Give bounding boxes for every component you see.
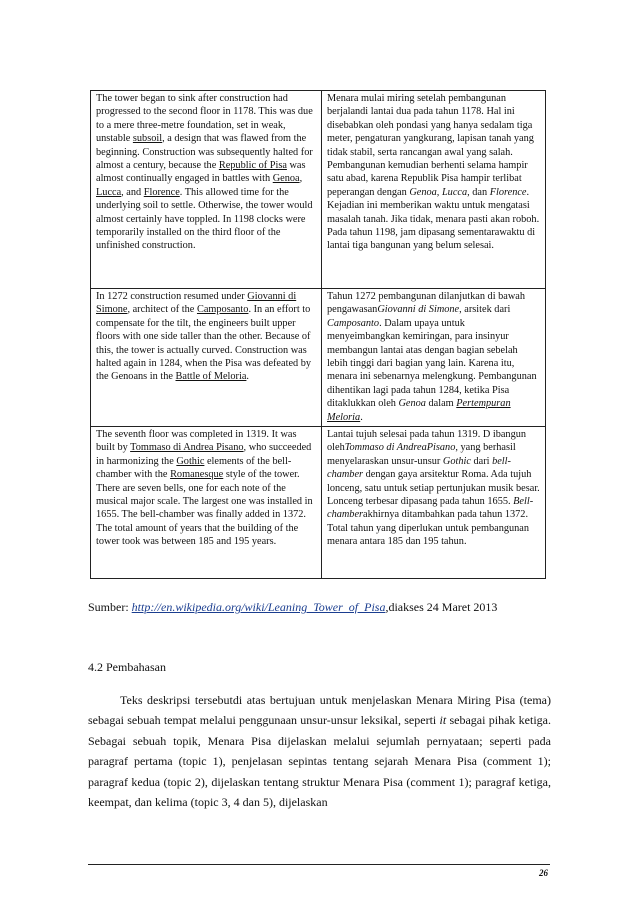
underlined-term[interactable]: Genoa xyxy=(272,173,300,185)
italic-term: Bell-chamber xyxy=(327,496,534,521)
source-citation xyxy=(88,600,558,615)
underlined-term[interactable]: Giovanni di Simone xyxy=(96,291,297,316)
body-paragraph xyxy=(88,690,551,812)
source-suffix: ,diakses 24 Maret 2013 xyxy=(385,600,498,614)
english-cell: In 1272 construction resumed under Giovanni di Simone, architect of the Camposanto. In an effort to compensate for the tilt, the engineers built upper floors with one side taller than the other. Because of this, the tower is actually curved. Construction was halted again in 1284, when the Pisa was defeated by the Genoans in the Battle of Meloria. xyxy=(91,289,322,427)
underlined-term[interactable]: Romanesque xyxy=(170,469,224,481)
paragraph-text: Teks deskripsi tersebutdi atas bertujuan untuk menjelaskan Menara Miring Pisa (tema) sebagai sebuah tempat melalui penggunaan unsur-unsur leksikal, seperti it sebagai pihak ketiga. Sebagai sebuah topik, Menara Pisa dijelaskan melalui sejumlah pernyataan; seperti pada paragraf pertama (topic 1), penjelasan sepintas tentang sejarah Menara Pisa (comment 1); paragraf kedua (topic 2), dijelaskan tentang struktur Menara Pisa (comment 1); paragraf ketiga, keempat, dan kelima (topic 3, 4 dan 5), dijelaskan xyxy=(88,693,551,810)
table-row xyxy=(91,289,546,427)
underlined-term[interactable]: Florence xyxy=(143,186,180,198)
italic-term: it xyxy=(439,713,447,728)
table-row xyxy=(91,91,546,289)
italic-term: Tommaso di AndreaPisano xyxy=(344,442,456,454)
section-heading: 4.2 Pembahasan xyxy=(88,660,166,674)
italic-term: Genoa, Lucca, xyxy=(409,186,470,198)
source-label: Sumber: xyxy=(88,600,132,614)
table-row xyxy=(91,427,546,579)
indonesian-cell: Menara mulai miring setelah pembangunan berjalandi lantai dua pada tahun 1178. Hal ini disebabkan oleh pondasi yang hanya sedalam tiga meter, pengaturan yangkurang, lapisan tanah yang tidak stabil, serta rancangan awal yang salah. Pembangunan kemudian berhenti selama hampir satu abad, karena Republik Pisa hampir terlibat peperangan dengan Genoa, Lucca, dan Florence. Kejadian ini memberikan waktu untuk mengatasi masalah tanah. Jika tidak, menara pasti akan roboh. Pada tahun 1198, jam dipasang sementarawaktu di lantai tiga bangunan yang belum selesai. xyxy=(322,91,546,289)
italic-term: bell-chamber xyxy=(327,455,511,481)
underlined-term[interactable]: Lucca xyxy=(96,186,122,198)
underlined-term[interactable]: subsoil xyxy=(132,133,163,145)
underlined-term[interactable]: Battle of Meloria xyxy=(175,371,247,383)
underlined-term[interactable]: Gothic xyxy=(176,455,205,467)
italic-term: Giovanni di Simone xyxy=(377,304,460,316)
source-link[interactable]: http://en.wikipedia.org/wiki/Leaning_Tower_of_Pisa xyxy=(131,600,386,614)
page-number: 26 xyxy=(539,868,548,878)
underlined-term: Pertempuran Meloria xyxy=(327,398,511,423)
underlined-term[interactable]: Tommaso di Andrea Pisano xyxy=(130,442,244,454)
underlined-term[interactable]: Republic of Pisa xyxy=(218,160,287,172)
italic-term: Genoa xyxy=(398,398,426,410)
english-cell: The seventh floor was completed in 1319. It was built by Tommaso di Andrea Pisano, who succeeded in harmonizing the Gothic elements of the bell-chamber with the Romanesque style of the tower. There are seven bells, one for each note of the musical major scale. The largest one was installed in 1655. The bell-chamber was finally added in 1372. The total amount of years that the building of the tower took was between 185 and 195 years. xyxy=(91,427,322,579)
translation-table xyxy=(90,90,546,579)
underlined-term[interactable]: Camposanto xyxy=(196,304,249,316)
indonesian-cell: Tahun 1272 pembangunan dilanjutkan di bawah pengawasanGiovanni di Simone, arsitek dari Camposanto. Dalam upaya untuk menyeimbangkan kemiringan, para insinyur membangun lantai atas dengan bagian sebelah lebih tinggi dari bagian yang lain. Karena itu, menara ini sebenarnya melengkung. Pembangunan dihentikan lagi pada tahun 1284, ketika Pisa ditaklukkan oleh Genoa dalam Pertempuran Meloria. xyxy=(322,289,546,427)
italic-term: Gothic xyxy=(442,455,471,467)
indonesian-cell: Lantai tujuh selesai pada tahun 1319. D ibangun olehTommaso di AndreaPisano, yang berhasil menyelaraskan unsur-unsur Gothic dari bell-chamber dengan gaya arsitektur Roma. Ada tujuh lonceng, satu untuk setiap pertunjukan musik besar. Lonceng terbesar dipasang pada tahun 1655. Bell-chamberakhirnya ditambahkan pada tahun 1372. Total tahun yang diperlukan untuk pembangunan menara antara 185 dan 195 tahun. xyxy=(322,427,546,579)
english-cell: The tower began to sink after construction had progressed to the second floor in 1178. This was due to a mere three-metre foundation, set in weak, unstable subsoil, a design that was flawed from the beginning. Construction was subsequently halted for almost a century, because the Republic of Pisa was almost continually engaged in battles with Genoa, Lucca, and Florence. This allowed time for the underlying soil to settle. Otherwise, the tower would almost certainly have toppled. In 1198 clocks were temporarily installed on the third floor of the unfinished construction. xyxy=(91,91,322,289)
italic-term: Camposanto xyxy=(327,317,380,329)
italic-term: Florence xyxy=(489,186,527,198)
footer-divider xyxy=(88,864,550,865)
